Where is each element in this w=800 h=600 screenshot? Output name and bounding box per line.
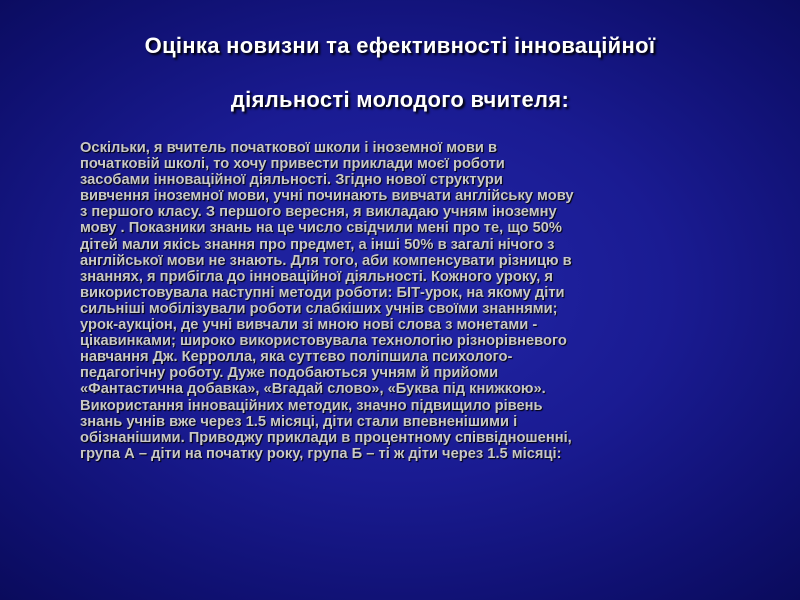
body-text-line: обізнанішими. Приводжу приклади в процентному співвідношенні, [80,429,572,446]
slide-body-text [80,140,760,462]
body-text-line: англійської мови не знають. Для того, аби компенсувати різницю в [80,252,572,269]
slide-title-line-2: діяльності молодого вчителя: [230,87,570,112]
body-text-line: знань учнів вже через 1.5 місяці, діти стали впевненішими і [80,413,518,430]
body-text-line: урок-аукціон, де учні вивчали зі мною нові слова з монетами - [80,317,538,334]
body-text-line: дітей мали якісь знання про предмет, а інші 50% в загалі нічого з [80,236,555,253]
body-text-line: використовувала наступні методи роботи: БІТ-урок, на якому діти [80,284,565,301]
body-text-line: «Фантастична добавка», «Вгадай слово», «Буква під книжкою». [80,381,546,398]
body-text-line: педагогічну роботу. Дуже подобаються учням й прийоми [80,365,499,382]
body-text-line: знаннях, я прибігла до інноваційної діяльності. Кожного уроку, я [80,268,553,285]
body-text-line: цікавинками; широко використовувала технологію різнорівневого [80,333,567,350]
body-text-line: група А – діти на початку року, група Б – ті ж діти через 1.5 місяці: [80,445,562,462]
body-text-line: Оскільки, я вчитель початкової школи і іноземної мови в [80,140,498,156]
body-text-line: вивчення іноземної мови, учні починають вивчати англійську мову [80,188,574,205]
body-text-line: Використання інноваційних методик, значно підвищило рівень [80,397,543,414]
body-text-line: з першого класу. З першого вересня, я викладаю учням іноземну [80,204,557,221]
body-text-line: мову . Показники знань на це число свідчили мені про те, що 50% [80,220,562,237]
body-text-line: засобами інноваційної діяльності. Згідно нової структури [80,172,503,189]
slide-title-line-1: Оцінка новизни та ефективності інноваційної [144,33,656,58]
body-text-line: навчання Дж. Керролла, яка суттєво поліпшила психолого- [80,349,513,366]
body-text-line: сильніші мобілізували роботи слабкіших учнів своїми знаннями; [80,300,558,317]
body-text-line: початковій школі, то хочу привести приклади моєї роботи [80,156,505,173]
